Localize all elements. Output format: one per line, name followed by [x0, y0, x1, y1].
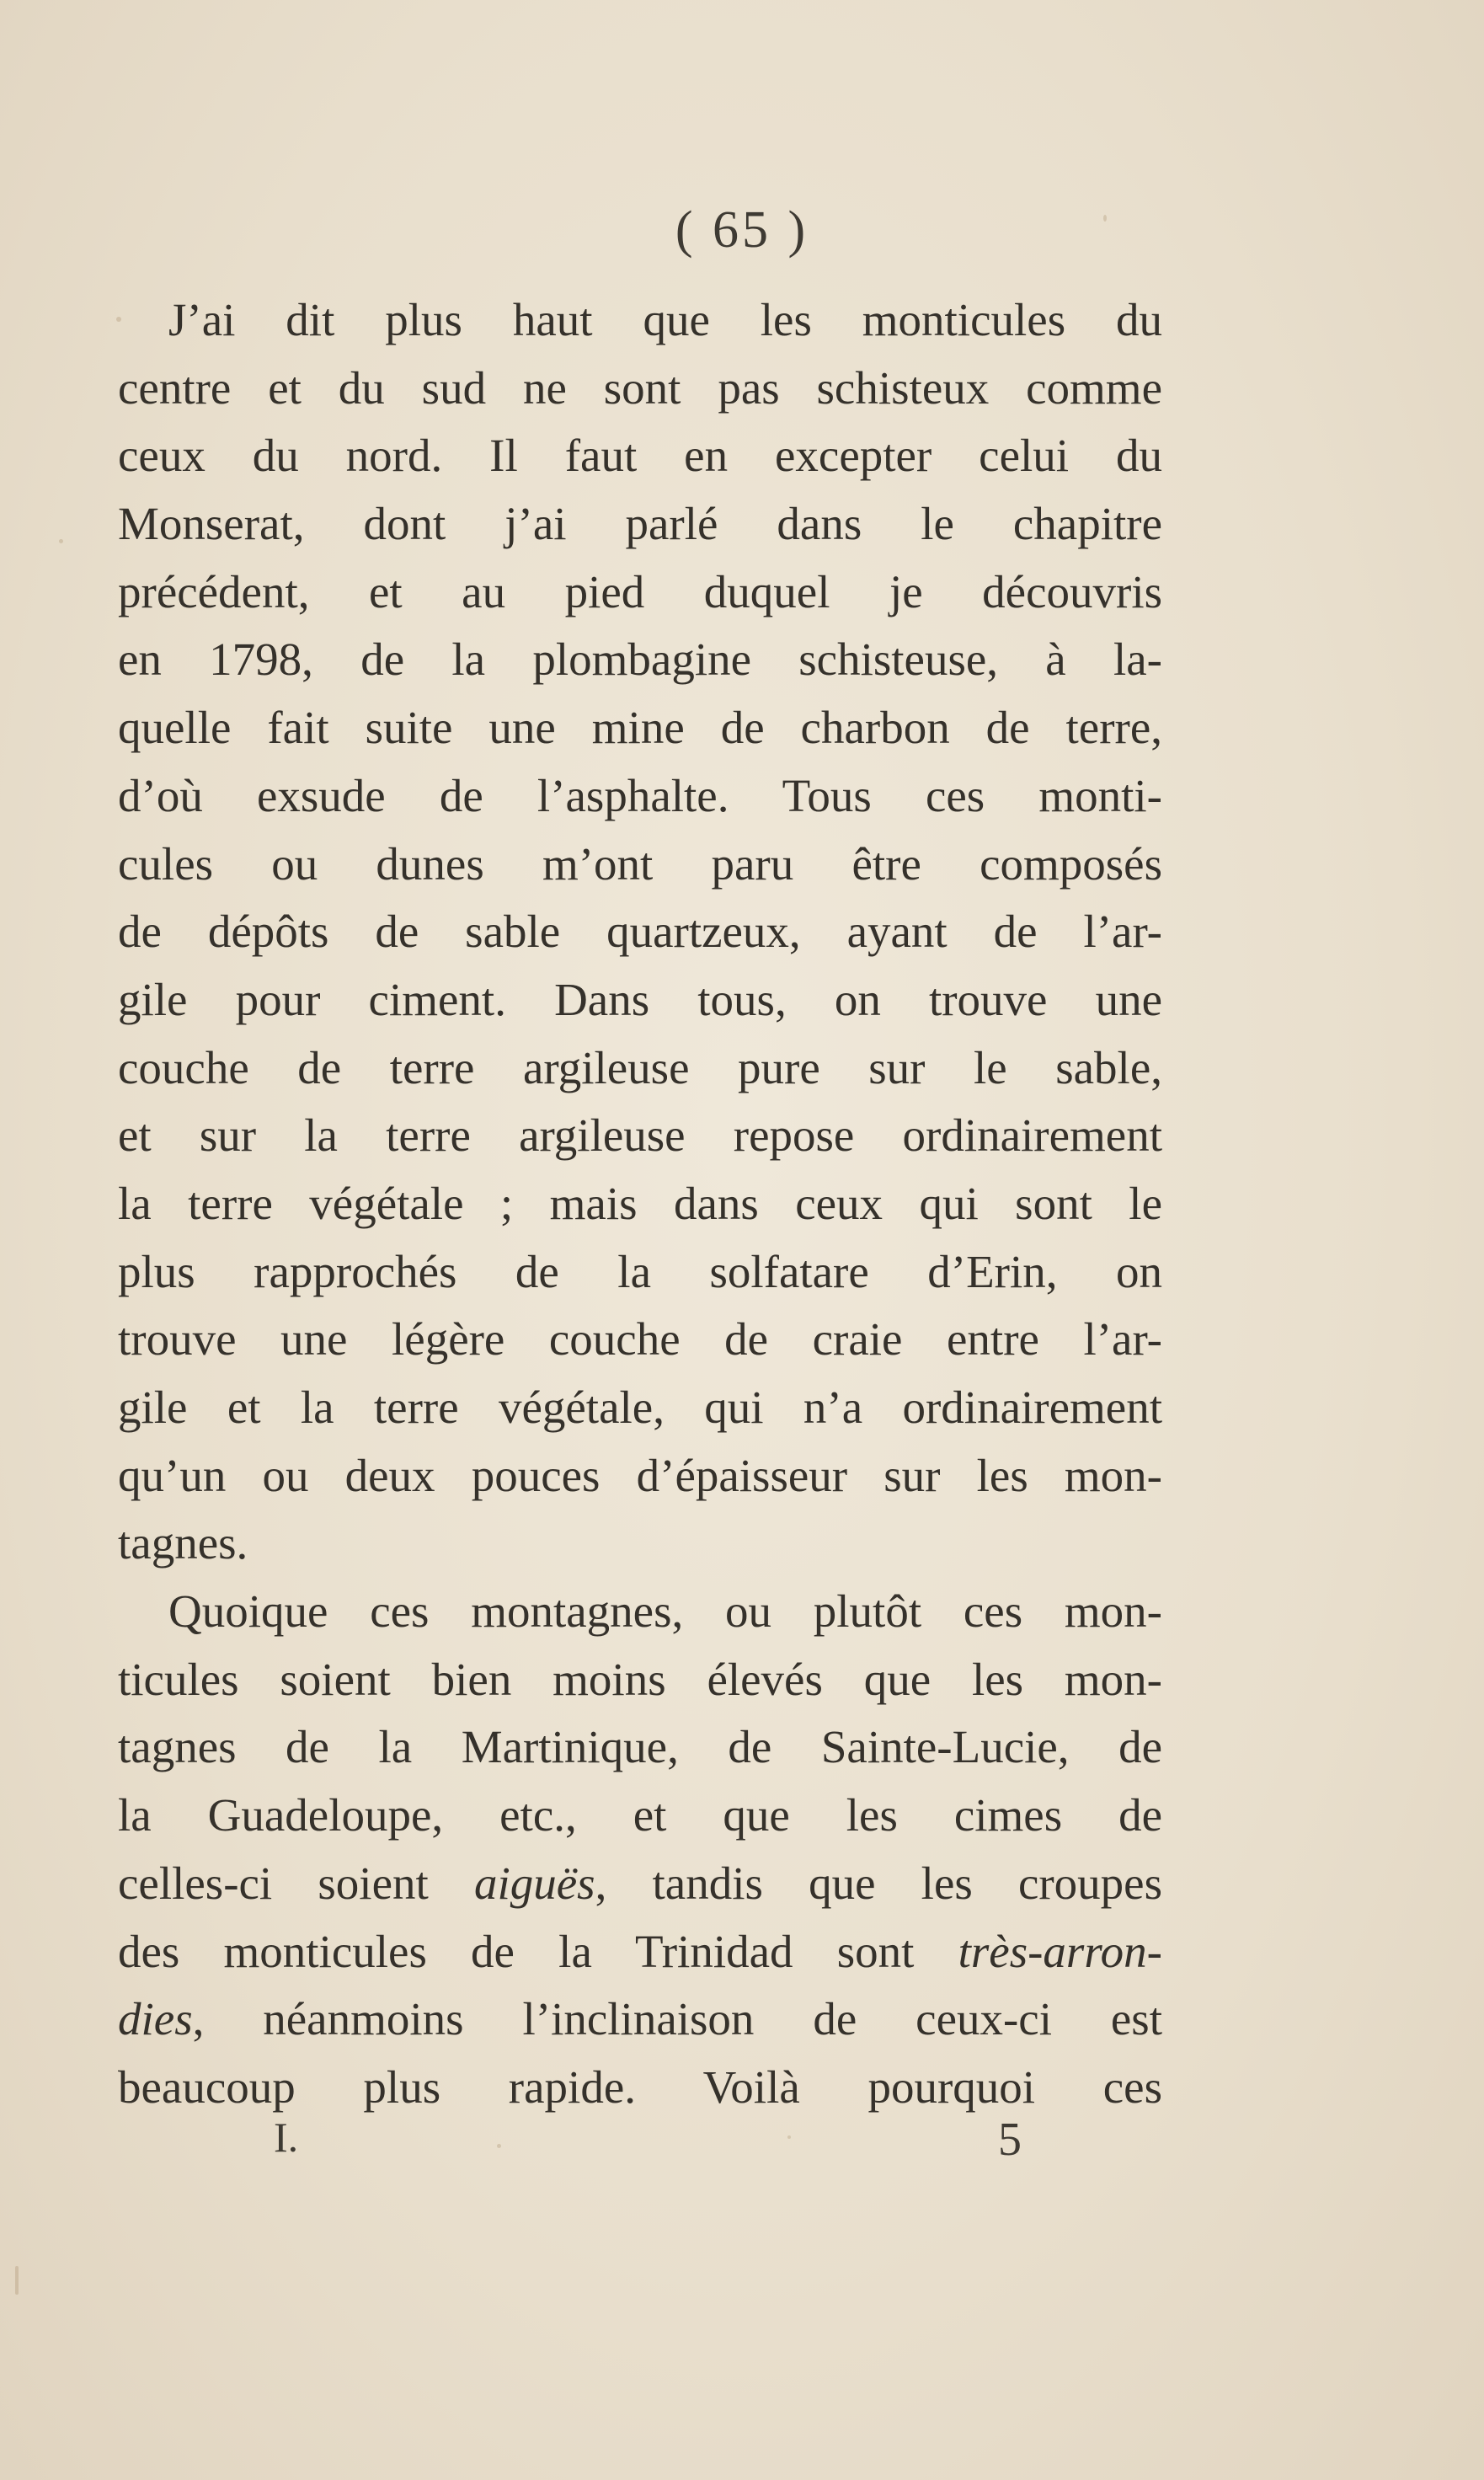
text-line: de dépôts de sable quartzeux, ayant de l’ar-	[118, 906, 1162, 958]
text-line: centre et du sud ne sont pas schisteux comme	[118, 361, 1162, 414]
text-line: couche de terre argileuse pure sur le sable,	[118, 1041, 1162, 1093]
text-line: quelle fait suite une mine de charbon de terre,	[118, 702, 1162, 754]
text-line: précédent, et au pied duquel je découvris	[118, 565, 1162, 617]
page-number: ( 65 )	[675, 201, 809, 259]
text-line: celles-ci soient aiguës, tandis que les croupes	[118, 1857, 1162, 1909]
sheet-number: 5	[998, 2114, 1022, 2166]
text-line: Quoique ces montagnes, ou plutôt ces mon-	[168, 1585, 1162, 1638]
text-line: la terre végétale ; mais dans ceux qui sont le	[118, 1177, 1162, 1229]
text-line: beaucoup plus rapide. Voilà pourquoi ces	[118, 2060, 1162, 2113]
text-line: la Guadeloupe, etc., et que les cimes de	[118, 1789, 1162, 1841]
text-line: trouve une légère couche de craie entre l’ar-	[118, 1313, 1162, 1366]
text-line: Monserat, dont j’ai parlé dans le chapitre	[118, 498, 1162, 550]
paper-speck	[59, 539, 63, 543]
text-line: gile et la terre végétale, qui n’a ordinairement	[118, 1382, 1162, 1433]
text-line: d’où exsude de l’asphalte. Tous ces monti-	[118, 769, 1162, 821]
text-line: ceux du nord. Il faut en excepter celui du	[118, 430, 1162, 482]
paper-mark	[15, 2266, 19, 2295]
text-line: des monticules de la Trinidad sont très-arron-	[118, 1925, 1162, 1977]
text-line: dies, néanmoins l’inclinaison de ceux-ci est	[118, 1993, 1162, 2045]
text-line: tagnes de la Martinique, de Sainte-Lucie, de	[118, 1721, 1162, 1773]
paper-speck	[787, 2135, 791, 2139]
text-line: gile pour ciment. Dans tous, on trouve une	[118, 973, 1162, 1025]
text-line: cules ou dunes m’ont paru être composés	[118, 837, 1162, 890]
text-line: qu’un ou deux pouces d’épaisseur sur les mon-	[118, 1449, 1162, 1501]
body-text	[118, 286, 1162, 2122]
paper-speck	[497, 2144, 501, 2148]
text-line: plus rapprochés de la solfatare d’Erin, on	[118, 1245, 1162, 1297]
text-line: ticules soient bien moins élevés que les mon-	[118, 1653, 1162, 1705]
text-line: J’ai dit plus haut que les monticules du	[168, 294, 1162, 345]
text-line: tagnes.	[118, 1517, 248, 1569]
text-line: et sur la terre argileuse repose ordinairement	[118, 1109, 1162, 1162]
text-line: en 1798, de la plombagine schisteuse, à la-	[118, 633, 1162, 686]
volume-number: I.	[274, 2114, 299, 2161]
